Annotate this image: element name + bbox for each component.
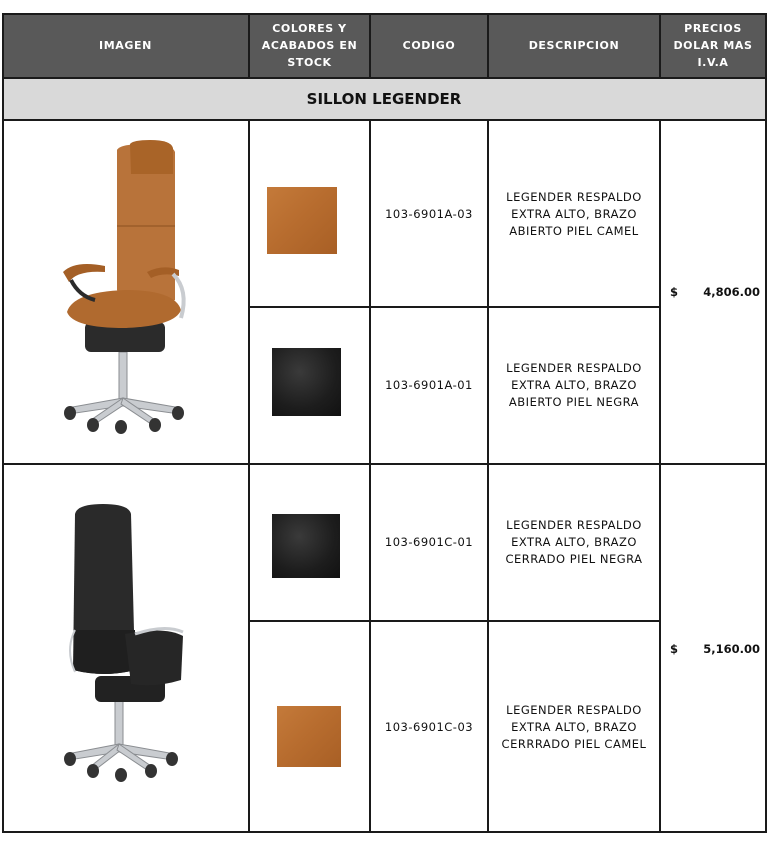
column-divider <box>487 13 489 78</box>
chair-black-image <box>55 500 195 785</box>
column-divider <box>369 119 371 833</box>
header-imagen: IMAGEN <box>2 13 249 77</box>
column-divider <box>659 13 661 78</box>
currency-symbol: $ <box>670 642 679 656</box>
price-cell <box>660 639 766 659</box>
descripcion-cell: LEGENDER RESPALDO EXTRA ALTO, BRAZO CERRADO PIEL NEGRA <box>505 518 643 566</box>
column-divider <box>369 13 371 78</box>
column-divider <box>248 119 250 833</box>
section-divider <box>2 119 767 121</box>
table-border-left <box>2 13 4 833</box>
column-divider <box>487 119 489 833</box>
column-divider <box>248 13 250 78</box>
descripcion-cell: LEGENDER RESPALDO EXTRA ALTO, BRAZO ABIERTO PIEL CAMEL <box>506 190 642 238</box>
currency-symbol: $ <box>670 285 679 299</box>
codigo-cell: 103-6901A-03 <box>385 207 473 221</box>
table-border-right <box>765 13 767 833</box>
column-divider <box>659 119 661 833</box>
header-codigo: CODIGO <box>370 13 488 77</box>
group-divider <box>2 463 767 465</box>
header-divider <box>2 77 767 79</box>
table-border-bottom <box>2 831 767 833</box>
header-precios: PRECIOS DOLAR MAS I.V.A <box>660 13 766 77</box>
row-divider <box>249 306 660 308</box>
descripcion-cell: LEGENDER RESPALDO EXTRA ALTO, BRAZO CERRRADO PIEL CAMEL <box>501 702 647 751</box>
price-cell <box>660 282 766 302</box>
swatch-camel <box>267 187 337 254</box>
descripcion-cell: LEGENDER RESPALDO EXTRA ALTO, BRAZO ABIERTO PIEL NEGRA <box>506 361 642 409</box>
codigo-cell: 103-6901A-01 <box>385 378 473 392</box>
codigo-cell: 103-6901C-01 <box>384 535 474 549</box>
swatch-black <box>272 514 340 578</box>
chair-camel-image <box>55 140 195 440</box>
section-title: SILLON LEGENDER <box>2 78 766 120</box>
swatch-camel <box>277 706 341 767</box>
header-colores: COLORES Y ACABADOS EN STOCK <box>249 13 370 77</box>
price-value: 5,160.00 <box>703 642 760 656</box>
table-border-top <box>2 13 767 15</box>
header-descripcion: DESCRIPCION <box>488 13 660 77</box>
swatch-black <box>272 348 341 416</box>
codigo-cell: 103-6901C-03 <box>384 719 474 734</box>
price-value: 4,806.00 <box>703 285 760 299</box>
row-divider <box>249 620 660 622</box>
